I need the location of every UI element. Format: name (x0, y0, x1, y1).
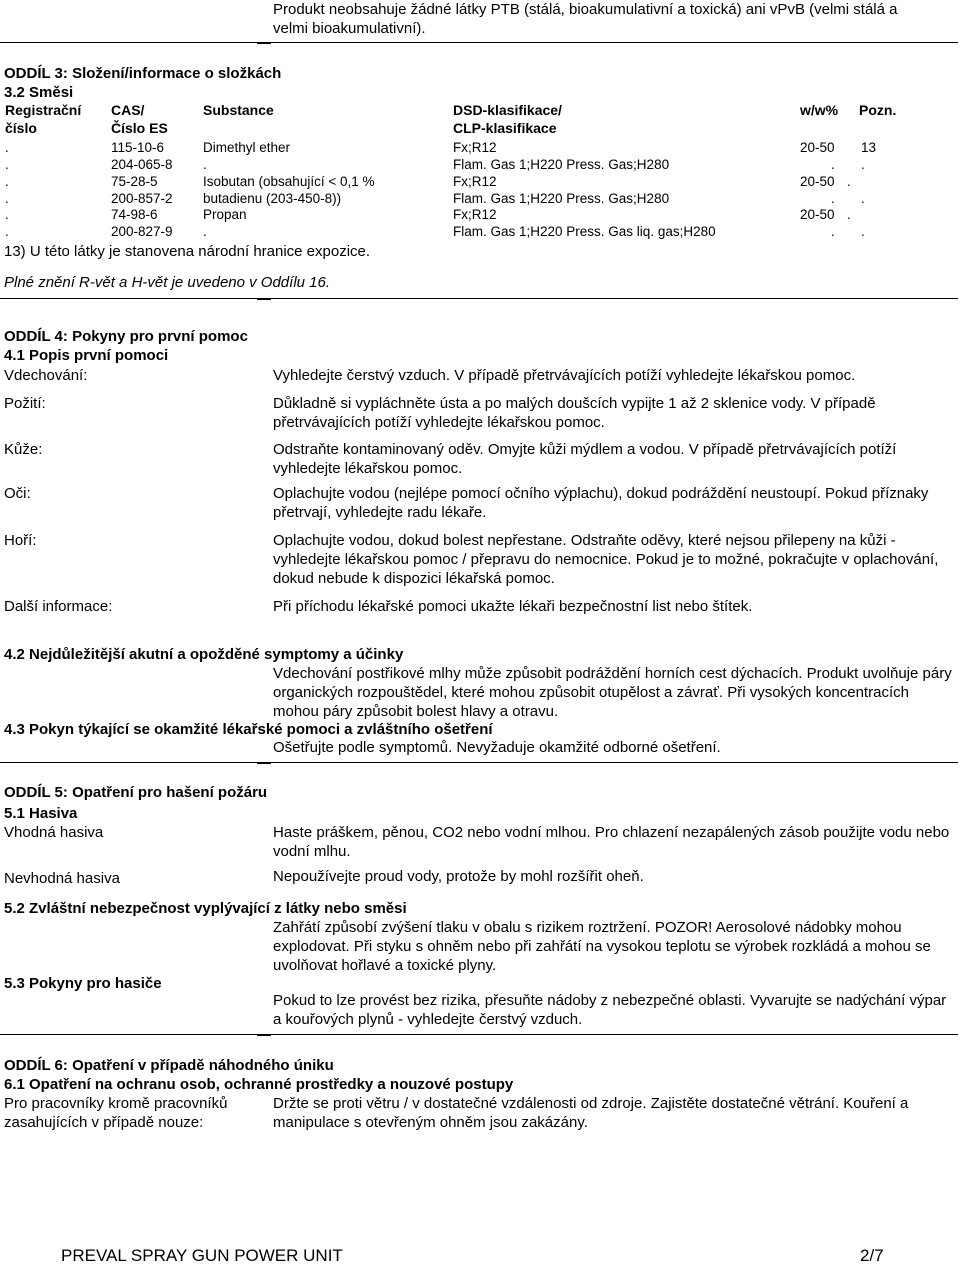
table-row-substance: . (203, 224, 207, 239)
table-row-substance: Propan (203, 207, 247, 222)
section43-heading: 4.3 Pokyn týkající se okamžité lékařské pomoci a zvláštního ošetření (4, 721, 493, 738)
col-header-clp: CLP-klasifikace (453, 120, 557, 136)
table-row-cas: 115-10-6 (111, 140, 165, 155)
footer-page-number: 2/7 (860, 1246, 884, 1265)
table-row-reg: . (5, 174, 9, 189)
suitable-media-text: Haste práškem, pěnou, CO2 nebo vodní mlhou. Pro chlazení nezapálených zásob použijte vodu nebo vodní mlhu. (273, 824, 950, 860)
ptb-note-line1: Produkt neobsahuje žádné látky PTB (stálá, bioakumulativní a toxická) ani vPvB (velmi stálá a (273, 1, 898, 18)
table-row-pozn: . (847, 174, 851, 189)
section41-heading: 4.1 Popis první pomoci (4, 347, 169, 364)
col-header-reg-2: číslo (5, 120, 37, 136)
table-row-classification: Fx;R12 (453, 174, 497, 189)
table-row-ww: . (831, 191, 835, 206)
col-header-es: Číslo ES (111, 120, 168, 136)
section4-heading: ODDÍL 4: Pokyny pro první pomoc (4, 328, 248, 345)
first-aid-text: Při příchodu lékařské pomoci ukažte lékaři bezpečnostní list nebo štítek. (273, 598, 753, 615)
first-aid-text: Odstraňte kontaminovaný oděv. Omyjte kůži mýdlem a vodou. V případě přetrvávajících potíží vyhledejte lékařskou pomoc. (273, 441, 897, 477)
section-divider (0, 762, 958, 763)
table-row-ww: 20-50 (800, 140, 835, 155)
section51-heading: 5.1 Hasiva (4, 805, 78, 822)
table-row-cas: 200-857-2 (111, 191, 173, 206)
full-text-note: Plné znění R-vět a H-vět je uvedeno v Oddílu 16. (4, 274, 331, 291)
col-header-reg: Registrační (5, 102, 82, 118)
first-aid-text: Důkladně si vypláchněte ústa a po malých doušcích vypijte 1 až 2 sklenice vody. V případě přetrvávajících potíží vyhledejte lékařskou pomoc. (273, 395, 876, 431)
table-row-cas: 75-28-5 (111, 174, 158, 189)
section-divider (0, 1034, 958, 1035)
table-row-ww: 20-50 (800, 207, 835, 222)
first-aid-label: Oči: (4, 485, 31, 502)
unsuitable-media-text: Nepoužívejte proud vody, protože by mohl rozšířit oheň. (273, 868, 644, 885)
table-row-cas: 200-827-9 (111, 224, 173, 239)
first-aid-label: Kůže: (4, 441, 43, 458)
section53-text: Pokud to lze provést bez rizika, přesuňte nádoby z nebezpečné oblasti. Vyvarujte se nadýchání výpar a kouřových plynů - vyhledejte čerstvý vzduch. (273, 992, 947, 1028)
section53-heading: 5.3 Pokyny pro hasiče (4, 975, 162, 992)
table-row-reg: . (5, 207, 9, 222)
section61-heading: 6.1 Opatření na ochranu osob, ochranné prostředky a nouzové postupy (4, 1076, 514, 1093)
section52-heading: 5.2 Zvláštní nebezpečnost vyplývající z látky nebo směsi (4, 900, 407, 917)
table-row-classification: Flam. Gas 1;H220 Press. Gas;H280 (453, 191, 670, 206)
section52-text: Zahřátí způsobí zvýšení tlaku v obalu s rizikem roztržení. POZOR! Aerosolové nádobky mohou explodovat. Při styku s ohněm nebo při zahřátí na vysokou teplotu se výrobek rozkládá a mohou se uvolňovat hořlavé a toxické plyny. (273, 919, 931, 974)
section43-text: Ošetřujte podle symptomů. Nevyžaduje okamžité odborné ošetření. (273, 739, 721, 756)
table-row-reg: . (5, 191, 9, 206)
table-row-pozn: 13 (861, 140, 877, 155)
suitable-media-label: Vhodná hasiva (4, 824, 104, 841)
section6-heading: ODDÍL 6: Opatření v případě náhodného úniku (4, 1057, 334, 1074)
footer-product-name: PREVAL SPRAY GUN POWER UNIT (61, 1246, 343, 1265)
section61-text: Držte se proti větru / v dostatečné vzdálenosti od zdroje. Zajistěte dostatečné větrání. Kouření a manipulace s otevřeným ohněm jsou zakázány. (273, 1095, 909, 1131)
table-row-classification: Flam. Gas 1;H220 Press. Gas liq. gas;H280 (453, 224, 716, 239)
first-aid-text: Oplachujte vodou (nejlépe pomocí očního výplachu), dokud podráždění neustoupí. Pokud příznaky přetrvají, vyhledejte radu lékaře. (273, 485, 929, 521)
section-divider (0, 298, 958, 299)
table-row-ww: . (831, 157, 835, 172)
section5-heading: ODDÍL 5: Opatření pro hašení požáru (4, 784, 268, 801)
table-row-cas: 74-98-6 (111, 207, 158, 222)
col-header-substance: Substance (203, 102, 274, 118)
table-row-classification: Fx;R12 (453, 140, 497, 155)
table-row-pozn: . (847, 207, 851, 222)
first-aid-text: Oplachujte vodou, dokud bolest nepřestane. Odstraňte oděvy, které nejsou přilepeny na kůži - vyhledejte lékařskou pomoc / přepravu do nemocnice. Pokud je to možné, pokračujte v oplachování, dokud nebude k dispozici lékařská pomoc. (273, 532, 939, 587)
table-row-substance: Isobutan (obsahující < 0,1 % (203, 174, 375, 189)
table-row-reg: . (5, 224, 9, 239)
table-row-pozn: . (861, 157, 865, 172)
ptb-note-line2: velmi bioakumulativní). (273, 20, 426, 37)
first-aid-label: Další informace: (4, 598, 113, 615)
section-divider (0, 42, 958, 43)
national-exposure-note: 13) U této látky je stanovena národní hranice expozice. (4, 243, 371, 260)
table-row-classification: Fx;R12 (453, 207, 497, 222)
col-header-cas: CAS/ (111, 102, 145, 118)
section3-heading: ODDÍL 3: Složení/informace o složkách (4, 65, 282, 82)
table-row-reg: . (5, 140, 9, 155)
first-aid-label: Požití: (4, 395, 46, 412)
unsuitable-media-label: Nevhodná hasiva (4, 870, 120, 887)
first-aid-text: Vyhledejte čerstvý vzduch. V případě přetrvávajících potíží vyhledejte lékařskou pomoc. (273, 367, 856, 384)
section61-label: Pro pracovníky kromě pracovníků zasahujících v případě nouze: (4, 1095, 228, 1131)
table-row-pozn: . (861, 224, 865, 239)
section42-heading: 4.2 Nejdůležitější akutní a opožděné symptomy a účinky (4, 646, 404, 663)
table-row-reg: . (5, 157, 9, 172)
table-row-substance: Dimethyl ether (203, 140, 291, 155)
table-row-pozn: . (861, 191, 865, 206)
col-header-pozn: Pozn. (859, 102, 897, 118)
first-aid-label: Vdechování: (4, 367, 88, 384)
table-row-classification: Flam. Gas 1;H220 Press. Gas;H280 (453, 157, 670, 172)
section42-text: Vdechování postřikové mlhy může způsobit podráždění horních cest dýchacích. Produkt uvolňuje páry organických rozpouštědel, které mohou způsobit otupělost a závrať. Při vysokých koncentracích mohou páry způsobit bolest hlavy a otravu. (273, 665, 952, 720)
first-aid-label: Hoří: (4, 532, 37, 549)
table-row-ww: 20-50 (800, 174, 835, 189)
table-row-substance: . (203, 157, 207, 172)
table-row-substance: butadienu (203-450-8)) (203, 191, 342, 206)
table-row-ww: . (831, 224, 835, 239)
col-header-dsd: DSD-klasifikace/ (453, 102, 562, 118)
section3-sub-heading: 3.2 Směsi (4, 84, 74, 101)
col-header-ww: w/w% (800, 102, 839, 118)
table-row-cas: 204-065-8 (111, 157, 173, 172)
